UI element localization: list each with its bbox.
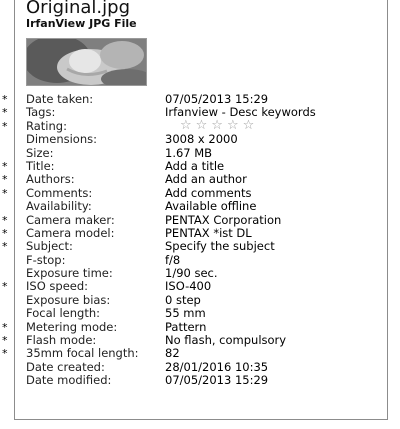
editable-marker: * bbox=[2, 226, 8, 240]
property-row-date-created bbox=[0, 361, 400, 374]
property-row-authors bbox=[0, 173, 400, 186]
property-value-iso-speed[interactable]: ISO-400 bbox=[165, 279, 212, 294]
property-label: Date modified: bbox=[26, 373, 112, 388]
property-row-comments bbox=[0, 187, 400, 200]
property-label: Subject: bbox=[26, 239, 73, 254]
editable-marker: * bbox=[2, 186, 8, 200]
property-row-availability bbox=[0, 200, 400, 213]
property-label: Size: bbox=[26, 145, 54, 160]
property-row-rating bbox=[0, 117, 400, 133]
property-row-focal-length bbox=[0, 307, 400, 320]
editable-marker: * bbox=[2, 280, 8, 294]
property-value-date-modified: 07/05/2013 15:29 bbox=[165, 373, 269, 388]
property-label: Comments: bbox=[26, 185, 93, 200]
file-name-title: Original.jpg bbox=[26, 0, 131, 18]
property-row-iso-speed bbox=[0, 280, 400, 293]
property-value-camera-model[interactable]: PENTAX *ist DL bbox=[165, 225, 252, 240]
editable-marker: * bbox=[2, 240, 8, 254]
property-value-date-taken[interactable]: 07/05/2013 15:29 bbox=[165, 92, 269, 106]
editable-marker: * bbox=[2, 106, 8, 120]
property-label: Camera model: bbox=[26, 225, 115, 240]
editable-marker: * bbox=[2, 119, 8, 133]
property-label: Availability: bbox=[26, 199, 92, 214]
property-label: Exposure time: bbox=[26, 266, 113, 281]
property-value-focal-length: 55 mm bbox=[165, 306, 206, 321]
property-label: Camera maker: bbox=[26, 212, 115, 227]
property-row-exposure-bias bbox=[0, 294, 400, 307]
property-row-title bbox=[0, 160, 400, 173]
property-value-authors[interactable]: Add an author bbox=[165, 172, 247, 187]
property-value-tags[interactable]: Irfanview - Desc keywords bbox=[165, 105, 316, 120]
property-value-exposure-time: 1/90 sec. bbox=[165, 266, 218, 281]
property-label: Metering mode: bbox=[26, 319, 118, 334]
property-value-metering-mode[interactable]: Pattern bbox=[165, 319, 207, 334]
property-row-flash-mode bbox=[0, 334, 400, 347]
property-label: Rating: bbox=[26, 118, 67, 133]
property-row-f-stop bbox=[0, 254, 400, 267]
property-row-size bbox=[0, 147, 400, 160]
rating-stars[interactable]: ☆☆☆☆☆ bbox=[180, 117, 259, 133]
property-row-metering-mode bbox=[0, 321, 400, 334]
property-value-title[interactable]: Add a title bbox=[165, 158, 225, 173]
property-row-subject bbox=[0, 240, 400, 253]
property-row-camera-maker bbox=[0, 214, 400, 227]
editable-marker: * bbox=[2, 159, 8, 173]
property-value-size: 1.67 MB bbox=[165, 145, 213, 160]
property-value-camera-maker[interactable]: PENTAX Corporation bbox=[165, 212, 282, 227]
editable-marker: * bbox=[2, 93, 8, 106]
sleeping-baby-photo bbox=[27, 39, 147, 86]
property-value-exposure-bias: 0 step bbox=[165, 292, 201, 307]
property-row-date-taken bbox=[0, 93, 400, 106]
property-label: Authors: bbox=[26, 172, 75, 187]
property-value-availability: Available offline bbox=[165, 199, 257, 214]
property-label: Title: bbox=[26, 158, 55, 173]
file-type-label: IrfanView JPG File bbox=[26, 17, 137, 30]
property-row-date-modified bbox=[0, 374, 400, 387]
property-row-35mm-focal-length bbox=[0, 347, 400, 360]
property-label: F-stop: bbox=[26, 252, 66, 267]
property-label: ISO speed: bbox=[26, 279, 89, 294]
property-label: Flash mode: bbox=[26, 333, 97, 348]
property-value-f-stop: f/8 bbox=[165, 252, 181, 267]
property-label: Dimensions: bbox=[26, 132, 97, 147]
property-value-subject[interactable]: Specify the subject bbox=[165, 239, 275, 254]
property-label: Date taken: bbox=[26, 92, 94, 106]
editable-marker: * bbox=[2, 320, 8, 334]
property-label: Focal length: bbox=[26, 306, 100, 321]
property-row-dimensions bbox=[0, 133, 400, 146]
property-label: Date created: bbox=[26, 359, 105, 374]
property-value-date-created: 28/01/2016 10:35 bbox=[165, 359, 269, 374]
property-value-dimensions: 3008 x 2000 bbox=[165, 132, 238, 147]
property-label: Tags: bbox=[26, 105, 56, 120]
editable-marker: * bbox=[2, 347, 8, 361]
property-value-35mm-focal-length[interactable]: 82 bbox=[165, 346, 180, 361]
editable-marker: * bbox=[2, 173, 8, 187]
property-row-camera-model bbox=[0, 227, 400, 240]
property-row-exposure-time bbox=[0, 267, 400, 280]
property-label: 35mm focal length: bbox=[26, 346, 139, 361]
editable-marker: * bbox=[2, 334, 8, 348]
photo-thumbnail bbox=[26, 38, 147, 86]
editable-marker: * bbox=[2, 213, 8, 227]
properties-list bbox=[0, 93, 400, 388]
property-value-flash-mode[interactable]: No flash, compulsory bbox=[165, 333, 287, 348]
property-value-comments[interactable]: Add comments bbox=[165, 185, 252, 200]
property-label: Exposure bias: bbox=[26, 292, 111, 307]
